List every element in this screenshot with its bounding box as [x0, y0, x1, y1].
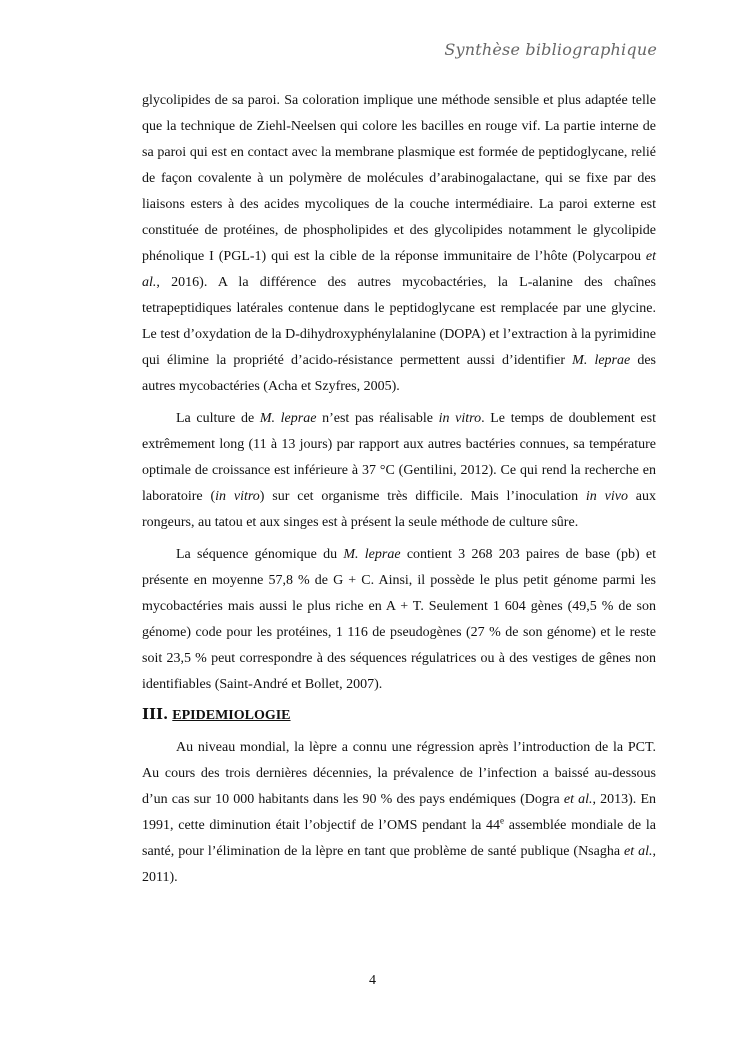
- text-run: La culture de: [176, 411, 260, 426]
- italic-run: et al.: [563, 792, 593, 807]
- section-heading: [142, 701, 656, 729]
- page-number: 4: [369, 973, 376, 988]
- italic-run: M. leprae: [572, 353, 631, 368]
- text-run: La séquence génomique du: [176, 547, 344, 562]
- italic-run: in vitro: [215, 489, 260, 504]
- text-run: n’est pas réalisable: [316, 411, 439, 426]
- section-number: III.: [142, 705, 169, 723]
- text-run: , 2016). A la différence des autres mycobactéries, la L-alanine des chaînes tetrapeptidiques latérales contenue dans le peptidoglycane est remplacée par une glycine. Le test d’oxydation de la D-dihydroxyphénylalanine (DOPA) et l’extraction à la pyrimidine qui élimine la propriété d’acido-résistance permettent aussi d’identifier: [142, 275, 656, 368]
- italic-run: in vivo: [585, 489, 628, 504]
- running-header: Synthèse bibliographique: [444, 40, 657, 59]
- italic-run: M. leprae: [259, 411, 317, 426]
- text-run: , 2013). En 1991, cette diminution était l’objectif de l’OMS pendant la 44: [142, 792, 656, 833]
- text-run: aux rongeurs, au tatou et aux singes est à présent la seule méthode de culture sûre.: [142, 489, 657, 530]
- italic-run: et al.: [624, 844, 653, 859]
- text-run: . Le temps de doublement est extrêmement long (11 à 13 jours) par rapport aux autres bactéries connues, sa température optimale de croissance est inférieure à 37 °C (Gentilini, 2012). Ce qui rend la recherche en laboratoire (: [142, 411, 656, 504]
- paragraph-genome: [142, 542, 656, 698]
- text-run: assemblée mondiale de la santé, pour l’élimination de la lèpre en tant que problème de santé publique (Nsagha: [142, 818, 656, 859]
- section-title: EPIDEMIOLOGIE: [172, 708, 291, 723]
- italic-run: in vitro: [438, 411, 482, 426]
- text-run: contient 3 268 203 paires de base (pb) et présente en moyenne 57,8 % de G + C. Ainsi, il possède le plus petit génome parmi les mycobactéries mais aussi le plus riche en A + T. Seulement 1 604 gènes (49,5 % de son génome) code pour les protéines, 1 116 de pseudogènes (27 % de son génome) et le reste soit 23,5 % peut correspondre à des séquences régulatrices ou à des vestiges de gênes non identifiables (Saint-André et Bollet, 2007).: [142, 547, 656, 692]
- italic-run: et al.: [142, 249, 656, 290]
- italic-run: M. leprae: [343, 547, 401, 562]
- paragraph-culture: [142, 406, 656, 536]
- text-run: ) sur cet organisme très difficile. Mais l’inoculation: [259, 489, 586, 504]
- paragraph-cell-wall: [142, 88, 656, 400]
- text-run: glycolipides de sa paroi. Sa coloration implique une méthode sensible et plus adaptée telle que la technique de Ziehl-Neelsen qui colore les bacilles en rouge vif. La partie interne de sa paroi qui est en contact avec la membrane plasmique est formée de peptidoglycane, relié de façon covalente à un polymère de molécules d’arabinogalactane, qui se fixe par des liaisons esters à des acides mycoliques de la couche intermédiaire. La paroi externe est constituée de protéines, de phospholipides et des glycolipides notamment le glycolipide phénolique I (PGL-1) qui est la cible de la réponse immunitaire de l’hôte (Polycarpou: [142, 93, 656, 264]
- superscript-run: e: [500, 815, 505, 826]
- text-run: Au niveau mondial, la lèpre a connu une régression après l’introduction de la PCT. Au cours des trois dernières décennies, la prévalence de l’infection a baissé au-dessous d’un cas sur 10 000 habitants dans les 90 % des pays endémiques (Dogra: [142, 740, 656, 807]
- text-run: des autres mycobactéries (Acha et Szyfres, 2005).: [142, 353, 657, 394]
- body-text: [142, 88, 656, 891]
- paragraph-epidemiology: [142, 735, 656, 891]
- text-run: , 2011).: [142, 844, 656, 885]
